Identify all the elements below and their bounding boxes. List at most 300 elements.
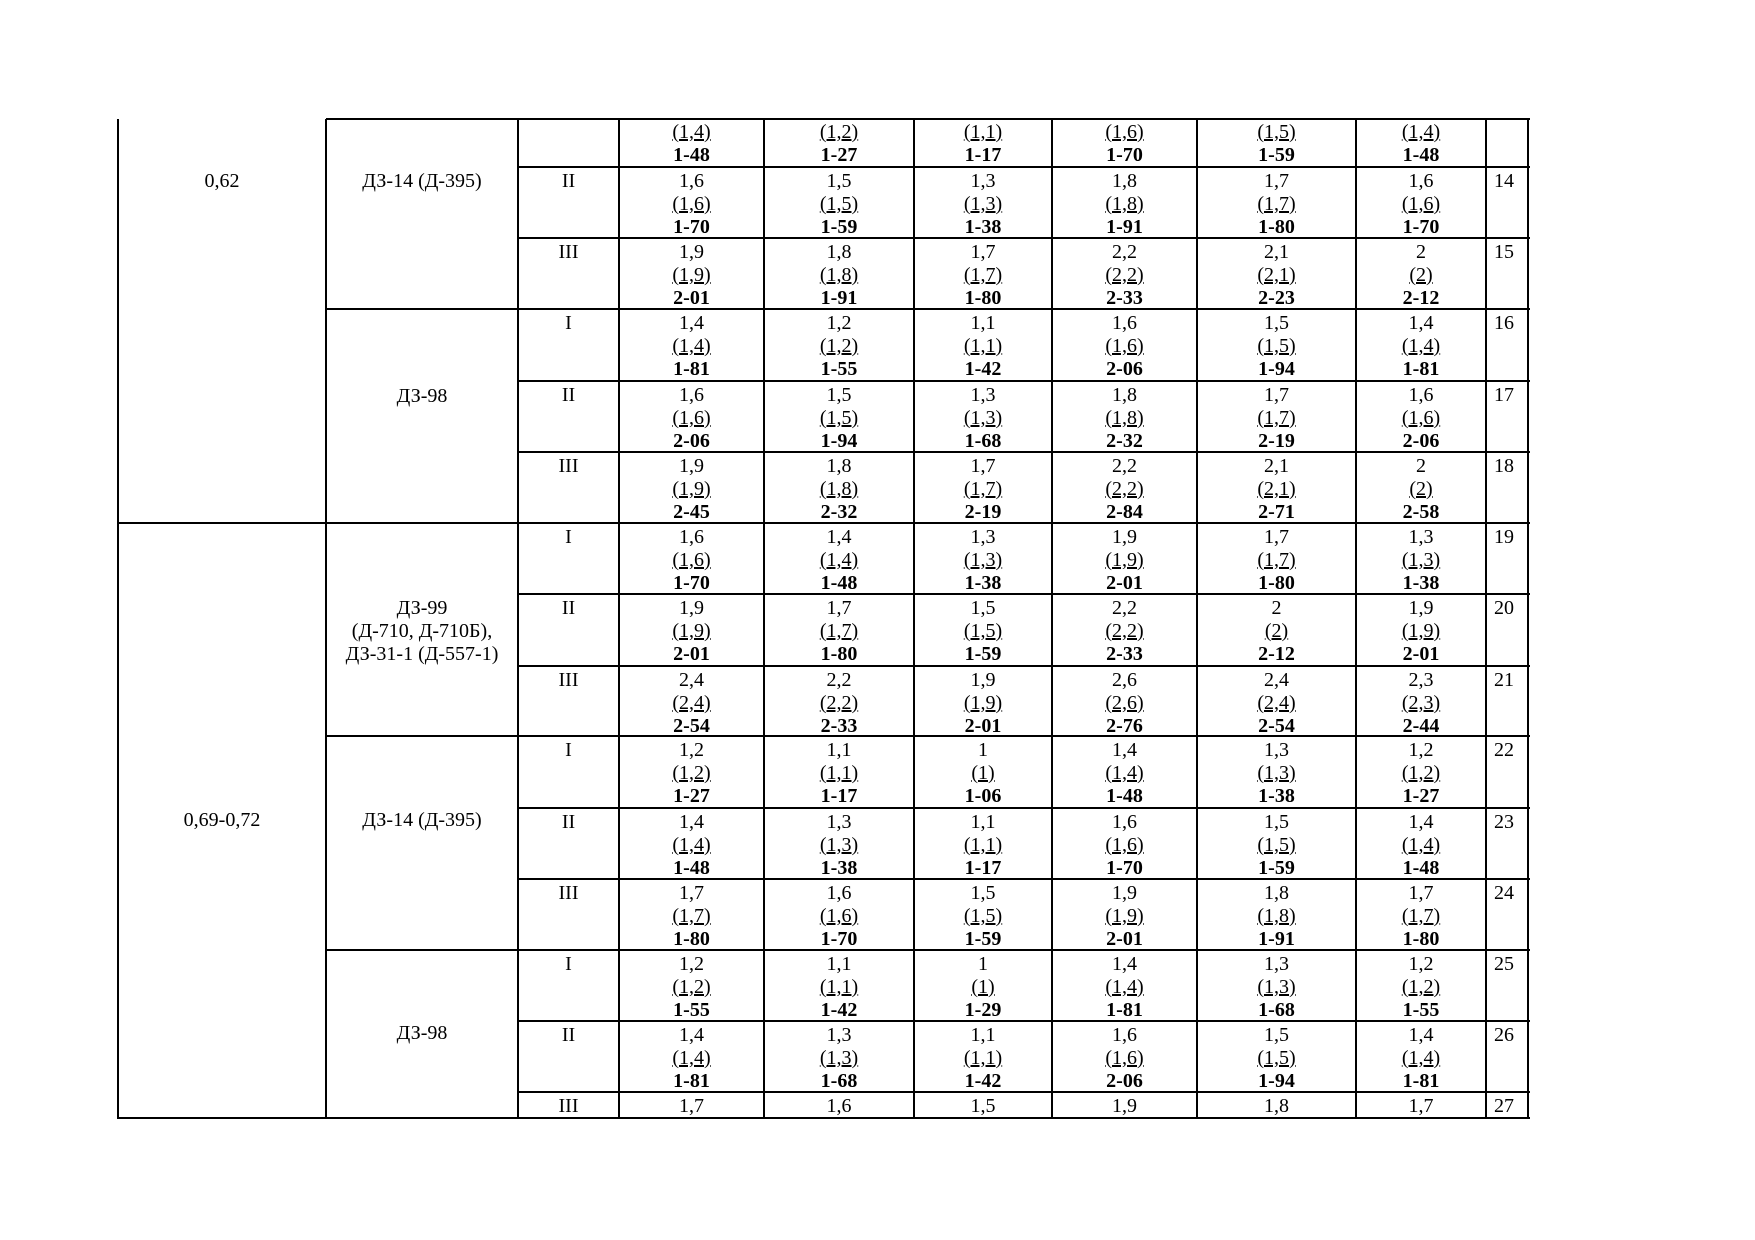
grid-line xyxy=(326,735,520,737)
value-cell xyxy=(619,170,764,239)
value-norm-alt: (1,6) xyxy=(1401,193,1441,215)
value-cell xyxy=(1052,882,1197,951)
value-price: 1-59 xyxy=(820,216,858,238)
value-norm: 1,1 xyxy=(826,953,852,975)
value-price: 1-27 xyxy=(673,785,710,807)
value-cell xyxy=(914,1095,1052,1118)
grid-line xyxy=(326,118,1530,120)
value-norm-alt: (2,2) xyxy=(1105,478,1144,500)
value-cell xyxy=(619,312,764,381)
value-norm: 1,7 xyxy=(679,882,704,904)
value-norm: 1,9 xyxy=(1408,597,1434,619)
value-price: 1-48 xyxy=(673,857,710,879)
value-cell xyxy=(1052,170,1197,239)
row-number: 22 xyxy=(1494,739,1514,761)
value-norm-alt: (1,4) xyxy=(672,121,711,143)
value-cell xyxy=(1052,597,1197,666)
value-norm-alt: (2,2) xyxy=(819,692,859,714)
value-price: 1-48 xyxy=(1402,144,1440,166)
value-norm-alt: (1,7) xyxy=(1401,905,1441,927)
value-price: 1-55 xyxy=(820,358,858,380)
value-norm-alt: (1,4) xyxy=(819,549,859,571)
value-norm-alt: (1,5) xyxy=(963,620,1003,642)
value-norm: 2,2 xyxy=(1112,597,1137,619)
value-cell xyxy=(764,170,914,239)
value-price: 1-70 xyxy=(1402,216,1440,238)
value-price: 2-71 xyxy=(1258,501,1295,523)
value-cell xyxy=(1052,811,1197,880)
value-norm: 1,9 xyxy=(970,669,996,691)
value-price: 1-59 xyxy=(1258,857,1295,879)
equipment-label xyxy=(326,809,518,832)
value-norm: 2 xyxy=(1271,597,1282,619)
class-cell: II xyxy=(561,384,576,406)
value-price: 1-80 xyxy=(673,928,710,950)
value-cell xyxy=(1052,1024,1197,1093)
value-norm: 1,8 xyxy=(1264,1095,1289,1117)
grid-line xyxy=(326,522,520,524)
value-norm: 1,4 xyxy=(1408,811,1434,833)
value-cell xyxy=(1356,312,1486,381)
value-price: 1-06 xyxy=(964,785,1002,807)
value-cell xyxy=(1356,1024,1486,1093)
value-price: 1-70 xyxy=(673,216,710,238)
value-cell xyxy=(914,384,1052,453)
value-norm: 1,3 xyxy=(1264,953,1289,975)
value-norm: 1,7 xyxy=(1264,526,1289,548)
value-norm: 1,2 xyxy=(679,739,704,761)
value-price: 2-01 xyxy=(673,643,710,665)
value-norm: 1,5 xyxy=(826,170,852,192)
value-cell xyxy=(1197,1095,1356,1118)
class-cell: III xyxy=(558,1095,579,1117)
row-number: 23 xyxy=(1494,811,1514,833)
value-norm-alt: (2,2) xyxy=(1105,620,1144,642)
value-price: 1-81 xyxy=(1402,1070,1440,1092)
value-norm-alt: (1,4) xyxy=(672,834,711,856)
value-norm-alt: (2,1) xyxy=(1257,478,1296,500)
value-cell xyxy=(914,121,1052,167)
value-norm: 1,4 xyxy=(1112,739,1137,761)
value-cell xyxy=(764,1024,914,1093)
value-cell xyxy=(1197,455,1356,524)
value-norm-alt: (1,6) xyxy=(672,407,711,429)
value-norm: 1,8 xyxy=(1112,170,1137,192)
value-norm-alt: (1,2) xyxy=(1401,762,1441,784)
value-cell xyxy=(1356,597,1486,666)
value-norm-alt: (2) xyxy=(1264,620,1289,642)
equipment-label-line: (Д-710, Д-710Б), xyxy=(351,619,493,642)
value-cell xyxy=(619,121,764,167)
value-norm: 2,2 xyxy=(1112,241,1137,263)
value-norm: 1,6 xyxy=(1112,1024,1137,1046)
equipment-label xyxy=(326,385,518,408)
value-cell xyxy=(619,1095,764,1118)
value-norm: 1,4 xyxy=(1112,953,1137,975)
value-price: 1-48 xyxy=(1402,857,1440,879)
row-number: 18 xyxy=(1494,455,1514,477)
value-price: 1-59 xyxy=(1258,144,1295,166)
value-norm: 2,2 xyxy=(1112,455,1137,477)
value-norm-alt: (1,9) xyxy=(672,620,711,642)
value-price: 2-01 xyxy=(673,287,710,309)
value-norm-alt: (2) xyxy=(1409,478,1433,500)
value-norm-alt: (1) xyxy=(971,762,995,784)
grid-line xyxy=(118,1117,328,1119)
value-norm-alt: (1,6) xyxy=(1105,1047,1144,1069)
value-price: 2-23 xyxy=(1258,287,1295,309)
value-cell xyxy=(914,1024,1052,1093)
value-norm: 1,6 xyxy=(826,1095,852,1117)
value-cell xyxy=(1356,455,1486,524)
value-price: 1-38 xyxy=(1402,572,1440,594)
value-cell xyxy=(914,526,1052,595)
value-cell xyxy=(619,455,764,524)
value-norm: 2,1 xyxy=(1264,241,1289,263)
value-price: 1-48 xyxy=(673,144,710,166)
value-norm: 1,1 xyxy=(970,811,996,833)
value-cell xyxy=(914,455,1052,524)
value-norm: 1,4 xyxy=(679,312,704,334)
value-norm: 1,6 xyxy=(1408,384,1434,406)
value-norm-alt: (1,3) xyxy=(963,407,1003,429)
value-price: 2-54 xyxy=(673,715,710,737)
value-cell xyxy=(1197,312,1356,381)
value-norm-alt: (1,1) xyxy=(819,976,859,998)
value-price: 1-81 xyxy=(1106,999,1143,1021)
value-cell xyxy=(1197,597,1356,666)
value-price: 2-45 xyxy=(673,501,710,523)
equipment-label xyxy=(326,1022,518,1045)
row-number: 21 xyxy=(1494,669,1514,691)
value-norm-alt: (1,6) xyxy=(819,905,859,927)
value-norm: 1,8 xyxy=(826,455,852,477)
equipment-label-line: ДЗ-99 xyxy=(396,596,448,619)
value-price: 1-38 xyxy=(820,857,858,879)
value-cell xyxy=(1197,241,1356,310)
value-cell xyxy=(764,739,914,808)
value-norm: 1,1 xyxy=(826,739,852,761)
value-price: 2-84 xyxy=(1106,501,1143,523)
value-norm: 1,6 xyxy=(679,384,704,406)
value-cell xyxy=(1052,241,1197,310)
value-norm-alt: (1,7) xyxy=(1257,407,1296,429)
class-cell: III xyxy=(558,669,579,691)
value-price: 2-01 xyxy=(1402,643,1440,665)
value-norm: 1,7 xyxy=(970,241,996,263)
value-price: 2-32 xyxy=(820,501,858,523)
value-cell xyxy=(1197,739,1356,808)
row-number: 24 xyxy=(1494,882,1514,904)
value-cell xyxy=(1052,669,1197,738)
value-cell xyxy=(764,455,914,524)
value-cell xyxy=(619,1024,764,1093)
value-norm: 1,1 xyxy=(970,1024,996,1046)
value-cell xyxy=(619,882,764,951)
value-norm-alt: (1,9) xyxy=(672,478,711,500)
class-cell: II xyxy=(561,170,576,192)
value-norm: 1,4 xyxy=(1408,1024,1434,1046)
value-norm-alt: (1,4) xyxy=(1105,976,1144,998)
value-cell xyxy=(619,597,764,666)
value-norm: 1,3 xyxy=(970,170,996,192)
value-norm-alt: (1,2) xyxy=(672,976,711,998)
value-cell xyxy=(764,312,914,381)
value-norm: 1,9 xyxy=(679,597,704,619)
row-number: 15 xyxy=(1494,241,1514,263)
value-cell xyxy=(1356,739,1486,808)
value-norm: 1,2 xyxy=(1408,953,1434,975)
value-norm-alt: (1,8) xyxy=(819,478,859,500)
value-cell xyxy=(1197,811,1356,880)
value-norm: 1,3 xyxy=(970,526,996,548)
value-price: 1-55 xyxy=(673,999,710,1021)
value-norm: 1,5 xyxy=(1264,1024,1289,1046)
equipment-label-line: ДЗ-98 xyxy=(396,384,448,407)
value-norm: 1,3 xyxy=(1264,739,1289,761)
value-norm-alt: (1,2) xyxy=(672,762,711,784)
value-price: 1-38 xyxy=(964,216,1002,238)
value-price: 1-80 xyxy=(1258,216,1295,238)
value-price: 1-81 xyxy=(1402,358,1440,380)
value-norm: 1,4 xyxy=(826,526,852,548)
value-norm-alt: (1,7) xyxy=(1257,193,1296,215)
value-price: 1-42 xyxy=(964,1070,1002,1092)
class-cell: I xyxy=(565,739,572,761)
value-cell xyxy=(764,526,914,595)
value-norm: 1,3 xyxy=(1408,526,1434,548)
value-norm-alt: (1,3) xyxy=(1401,549,1441,571)
value-cell xyxy=(1197,170,1356,239)
value-norm-alt: (1,9) xyxy=(1105,905,1144,927)
value-norm-alt: (1,8) xyxy=(1105,193,1144,215)
value-price: 1-68 xyxy=(1258,999,1295,1021)
value-cell xyxy=(1197,669,1356,738)
value-cell xyxy=(1197,121,1356,167)
equipment-label-line: ДЗ-14 (Д-395) xyxy=(362,169,482,192)
value-price: 2-58 xyxy=(1402,501,1440,523)
value-norm-alt: (1,6) xyxy=(1401,407,1441,429)
value-norm: 1,2 xyxy=(826,312,852,334)
value-cell xyxy=(914,953,1052,1022)
value-cell xyxy=(1052,739,1197,808)
value-norm-alt: (1,4) xyxy=(672,1047,711,1069)
value-norm: 1,2 xyxy=(679,953,704,975)
value-norm-alt: (1,9) xyxy=(1401,620,1441,642)
value-cell xyxy=(764,882,914,951)
value-cell xyxy=(1052,121,1197,167)
value-norm-alt: (1,1) xyxy=(963,834,1003,856)
value-norm-alt: (1,3) xyxy=(819,1047,859,1069)
value-price: 1-48 xyxy=(1106,785,1143,807)
value-norm: 1,1 xyxy=(970,312,996,334)
equipment-label-line: ДЗ-14 (Д-395) xyxy=(362,808,482,831)
value-norm-alt: (1,7) xyxy=(1257,549,1296,571)
row-number: 16 xyxy=(1494,312,1514,334)
value-cell xyxy=(1052,526,1197,595)
value-norm-alt: (1,3) xyxy=(1257,976,1296,998)
value-norm-alt: (1,6) xyxy=(1105,121,1144,143)
grid-line xyxy=(118,522,328,524)
value-cell xyxy=(1356,882,1486,951)
row-number: 27 xyxy=(1494,1095,1514,1117)
value-norm-alt: (1,1) xyxy=(963,1047,1003,1069)
value-norm: 2 xyxy=(1416,241,1426,263)
value-norm: 2,3 xyxy=(1408,669,1434,691)
value-price: 1-59 xyxy=(964,928,1002,950)
value-norm: 1,7 xyxy=(679,1095,704,1117)
value-price: 2-06 xyxy=(1106,1070,1143,1092)
value-cell xyxy=(1356,953,1486,1022)
value-norm: 1 xyxy=(978,953,988,975)
grid-line xyxy=(117,119,119,1119)
value-norm-alt: (1,7) xyxy=(963,478,1003,500)
class-cell: I xyxy=(565,953,572,975)
value-norm-alt: (1,6) xyxy=(672,549,711,571)
value-norm: 1,3 xyxy=(970,384,996,406)
value-price: 1-80 xyxy=(1258,572,1295,594)
value-norm-alt: (2,4) xyxy=(1257,692,1296,714)
value-price: 2-06 xyxy=(1106,358,1143,380)
value-norm: 1,4 xyxy=(679,811,704,833)
value-norm-alt: (1,3) xyxy=(1257,762,1296,784)
value-norm-alt: (1,2) xyxy=(819,121,859,143)
value-price: 1-27 xyxy=(1402,785,1440,807)
value-cell xyxy=(914,739,1052,808)
value-price: 1-42 xyxy=(820,999,858,1021)
value-cell xyxy=(764,811,914,880)
value-norm-alt: (1,4) xyxy=(672,335,711,357)
value-norm: 1,8 xyxy=(1112,384,1137,406)
value-cell xyxy=(1052,953,1197,1022)
value-norm-alt: (1) xyxy=(971,976,995,998)
value-price: 1-80 xyxy=(964,287,1002,309)
value-price: 1-94 xyxy=(820,430,858,452)
value-cell xyxy=(914,312,1052,381)
value-norm-alt: (1,1) xyxy=(963,121,1003,143)
value-norm-alt: (2,3) xyxy=(1401,692,1441,714)
value-price: 1-91 xyxy=(1258,928,1295,950)
value-price: 2-12 xyxy=(1402,287,1440,309)
value-price: 2-19 xyxy=(964,501,1002,523)
density-label: 0,69-0,72 xyxy=(183,809,261,831)
value-norm: 1,7 xyxy=(826,597,852,619)
value-norm: 1,5 xyxy=(826,384,852,406)
value-price: 2-33 xyxy=(1106,287,1143,309)
value-price: 2-54 xyxy=(1258,715,1295,737)
value-norm: 1,6 xyxy=(826,882,852,904)
value-cell xyxy=(619,669,764,738)
value-cell xyxy=(914,882,1052,951)
value-norm: 1,6 xyxy=(1112,811,1137,833)
value-cell xyxy=(764,121,914,167)
value-cell xyxy=(914,597,1052,666)
value-norm-alt: (1,5) xyxy=(1257,335,1296,357)
value-cell xyxy=(1197,384,1356,453)
value-norm-alt: (1,6) xyxy=(1105,834,1144,856)
value-price: 2-12 xyxy=(1258,643,1295,665)
value-norm-alt: (1,9) xyxy=(1105,549,1144,571)
class-cell: II xyxy=(561,597,576,619)
value-norm-alt: (1,4) xyxy=(1401,121,1441,143)
value-cell xyxy=(1356,384,1486,453)
row-number: 25 xyxy=(1494,953,1514,975)
value-cell xyxy=(1356,526,1486,595)
value-norm: 1,9 xyxy=(1112,882,1137,904)
value-norm-alt: (1,2) xyxy=(819,335,859,357)
value-norm-alt: (1,6) xyxy=(1105,335,1144,357)
value-cell xyxy=(764,669,914,738)
value-norm-alt: (1,8) xyxy=(819,264,859,286)
value-norm: 2 xyxy=(1416,455,1426,477)
value-norm: 1,6 xyxy=(1112,312,1137,334)
value-cell xyxy=(619,526,764,595)
value-cell xyxy=(1052,455,1197,524)
equipment-label xyxy=(326,170,518,193)
value-price: 2-06 xyxy=(673,430,710,452)
value-price: 1-80 xyxy=(1402,928,1440,950)
value-cell xyxy=(1356,121,1486,167)
grid-line xyxy=(1527,119,1529,1119)
value-price: 1-81 xyxy=(673,358,710,380)
value-cell xyxy=(1197,1024,1356,1093)
class-cell: I xyxy=(565,312,572,334)
value-price: 2-01 xyxy=(1106,572,1143,594)
value-cell xyxy=(764,597,914,666)
value-norm-alt: (1,5) xyxy=(819,193,859,215)
value-norm: 1,3 xyxy=(826,811,852,833)
value-norm-alt: (1,4) xyxy=(1105,762,1144,784)
equipment-label-line: ДЗ-98 xyxy=(396,1021,448,1044)
equipment-label xyxy=(326,597,518,666)
value-norm: 1,9 xyxy=(1112,526,1137,548)
value-cell xyxy=(1052,1095,1197,1118)
value-norm: 1,6 xyxy=(1408,170,1434,192)
value-cell xyxy=(764,384,914,453)
value-norm-alt: (1,5) xyxy=(963,905,1003,927)
row-number: 14 xyxy=(1494,170,1514,192)
value-norm-alt: (2,2) xyxy=(1105,264,1144,286)
value-norm-alt: (1,5) xyxy=(1257,121,1296,143)
value-norm-alt: (1,3) xyxy=(963,193,1003,215)
value-cell xyxy=(914,811,1052,880)
value-price: 2-76 xyxy=(1106,715,1143,737)
value-price: 1-70 xyxy=(820,928,858,950)
value-norm: 1,5 xyxy=(1264,312,1289,334)
value-cell xyxy=(619,953,764,1022)
value-norm-alt: (1,3) xyxy=(819,834,859,856)
value-norm-alt: (2,4) xyxy=(672,692,711,714)
value-price: 1-81 xyxy=(673,1070,710,1092)
class-cell: II xyxy=(561,811,576,833)
value-norm-alt: (1,5) xyxy=(1257,1047,1296,1069)
value-norm-alt: (1,4) xyxy=(1401,335,1441,357)
value-cell xyxy=(1197,526,1356,595)
density-label: 0,62 xyxy=(204,170,240,192)
value-norm-alt: (1,9) xyxy=(672,264,711,286)
value-cell xyxy=(764,953,914,1022)
class-cell: III xyxy=(558,882,579,904)
value-norm-alt: (1,3) xyxy=(963,549,1003,571)
value-cell xyxy=(1356,241,1486,310)
value-norm: 2,6 xyxy=(1112,669,1137,691)
value-cell xyxy=(1356,811,1486,880)
value-norm: 1,6 xyxy=(679,170,704,192)
row-number: 19 xyxy=(1494,526,1514,548)
value-price: 1-29 xyxy=(964,999,1002,1021)
value-price: 1-68 xyxy=(964,430,1002,452)
value-price: 2-33 xyxy=(820,715,858,737)
